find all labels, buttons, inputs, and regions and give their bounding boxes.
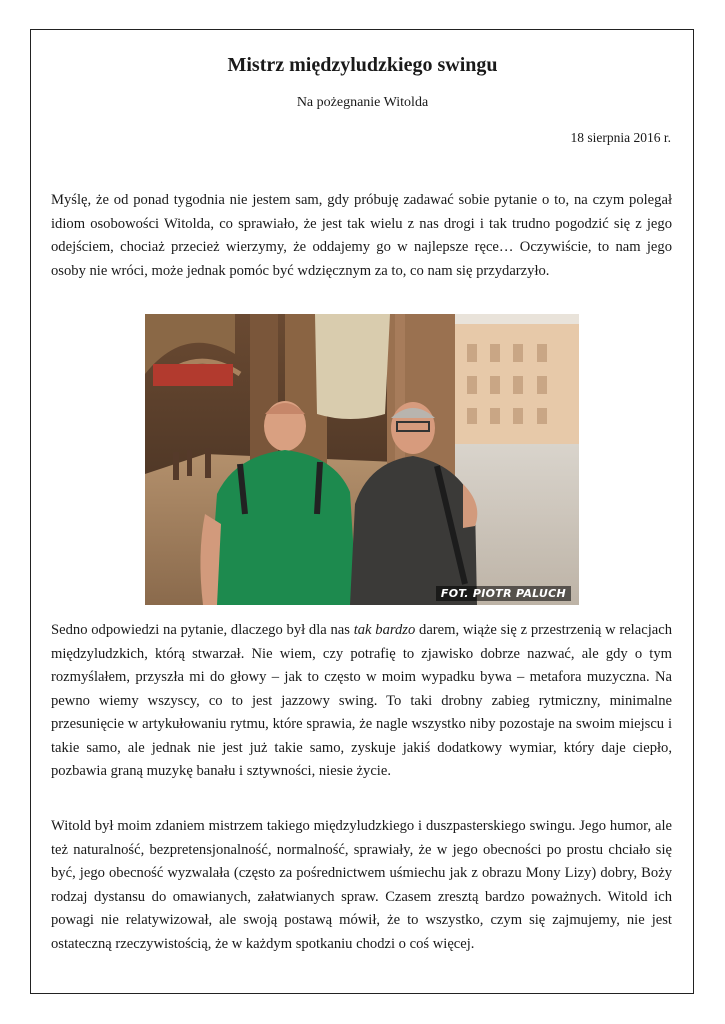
photo-illustration [145,314,579,605]
paragraph-swing-emphasis: tak bardzo [353,622,416,638]
article-subtitle: Na pożegnanie Witolda [296,95,429,110]
article-title: Mistrz międzyludzkiego swingu [227,54,498,76]
paragraph-intro: Myślę, że od ponad tygodnia nie jestem sam, gdy próbuję zadawać sobie pytanie o to, na czym polegał idiom osobowości Witolda, co sprawiało, że jest tak wielu z nas drogi i tak trudno pogodzić się z jego odejściem, chociaż przecież wierzymy, że oddajemy go w najlepsze ręce… Oczywiście, to nam jego osoby nie wróci, może jednak pomóc być wdzięcznym za to, co nam się przydarzyło. [51,192,672,279]
paragraph-swing-text-end: darem, wiąże się z przestrzenią w relacjach międzyludzkich, którą stwarzał. Nie wiem, czy potrafię to zjawisko dobrze nazwać, ale gdy o tym rozmyślałem, przyszła mi do głowy – jak to często w moim wypadku bywa – metafora muzyczna. Na pewno wiemy wszyscy, co to jest jazzowy swing. To taki drobny zabieg rytmiczny, minimalne przesunięcie w artykułowaniu rytmu, które sprawia, że nagle wszystko niby pozostaje na swoim miejscu i takie samo, ale jednak nie jest już takie samo, zyskuje jakiś dodatkowy wymiar, który daje ciepło, pozbawia graną muzykę banału i sztywności, niesie życie. [51,622,672,779]
paragraph-swing-text-start: Sedno odpowiedzi na pytanie, dlaczego był dla nas [51,622,354,638]
paragraph-master: Witold był moim zdaniem mistrzem takiego międzyludzkiego i duszpasterskiego swingu. Jego humor, ale też naturalność, bezpretensjonalność, normalność, sprawiały, że w jego obecności po prostu chciało się być, jego obecność wyzwalała (często za pośrednictwem uśmiechu jak z obrazu Mony Lizy) dobry, Boży rodzaj dystansu do omawianych, załatwianych spraw. Czasem zresztą bardzo poważnych. Witold ich powagi nie relatywizował, ale swoją postawą mówił, że to wszystko, czym się zajmujemy, nie jest ostateczną rzeczywistością, że w każdym spotkaniu chodzi o coś więcej. [51,818,672,952]
photo-two-men-arcade [145,314,579,605]
paragraph-swing [51,619,672,784]
article-date: 18 sierpnia 2016 r. [570,130,671,145]
photo-credit: FOT. PIOTR PALUCH [436,586,571,601]
